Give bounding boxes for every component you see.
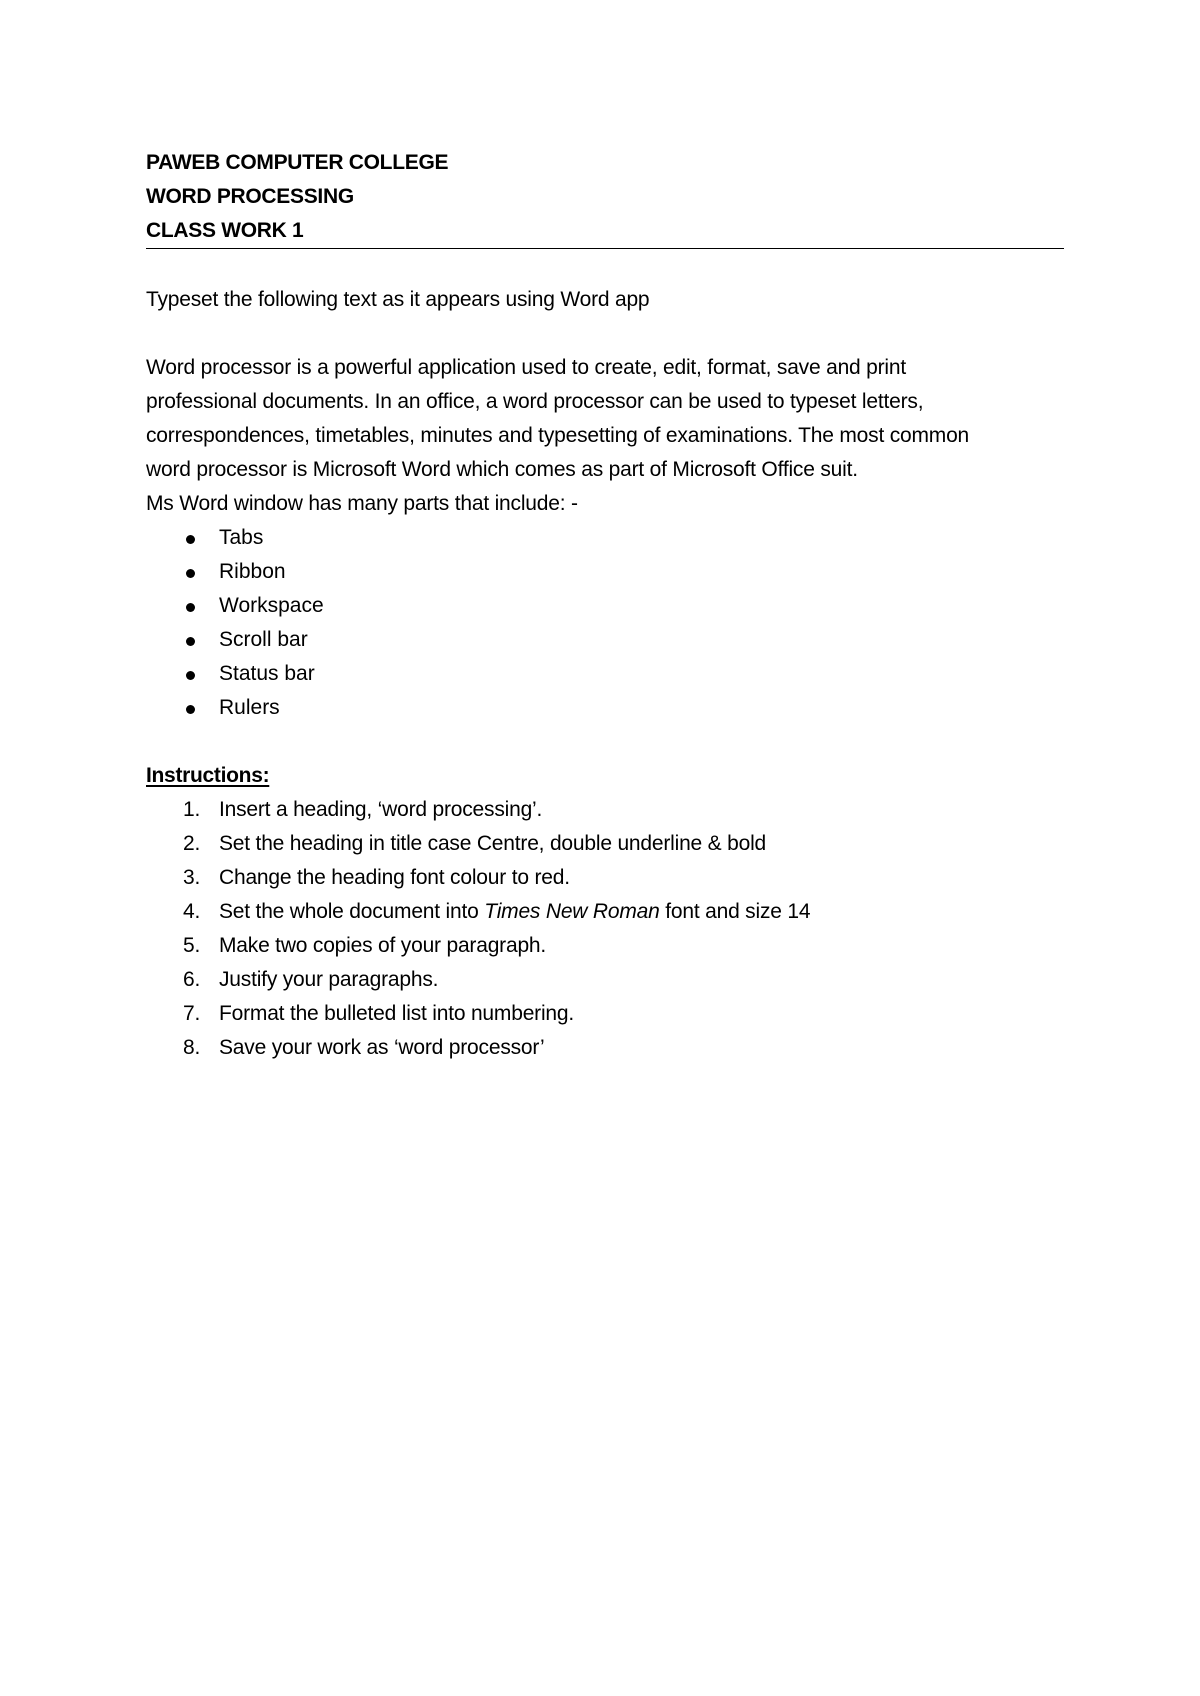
- instruction-item: [146, 963, 1064, 997]
- step-text: Justify your paragraphs.: [219, 968, 439, 991]
- step-number: 4.: [183, 900, 201, 923]
- step-text-before: Set the whole document into: [219, 900, 485, 923]
- list-item: [146, 521, 1064, 555]
- step-text: Save your work as ‘word processor’: [219, 1036, 545, 1059]
- step-text: Make two copies of your paragraph.: [219, 934, 547, 957]
- instruction-item: [146, 1031, 1064, 1065]
- instructions-heading: [146, 759, 1064, 793]
- instruction-item: [146, 861, 1064, 895]
- instruction-item: [146, 827, 1064, 861]
- bullet-icon: [186, 705, 195, 714]
- list-item: [146, 691, 1064, 725]
- spacer: [146, 317, 1064, 351]
- spacer: [146, 249, 1064, 283]
- list-item-text: Rulers: [219, 696, 280, 719]
- step-number: 3.: [183, 866, 201, 889]
- list-item-text: Scroll bar: [219, 628, 308, 651]
- bullet-icon: [186, 637, 195, 646]
- step-text: Format the bulleted list into numbering.: [219, 1002, 575, 1025]
- step-text: Change the heading font colour to red.: [219, 866, 570, 889]
- step-text-after: font and size 14: [659, 900, 811, 923]
- spacer: [146, 725, 1064, 759]
- paragraph-line: professional documents. In an office, a word processor can be used to typeset letters,: [146, 390, 924, 413]
- paragraph-line: Word processor is a powerful application used to create, edit, format, save and print: [146, 356, 907, 379]
- classwork-title: CLASS WORK 1: [146, 219, 304, 242]
- document-header: [146, 146, 1064, 249]
- instruction-item: [146, 895, 1064, 929]
- instruction-item: [146, 997, 1064, 1031]
- step-text: Insert a heading, ‘word processing’.: [219, 798, 543, 821]
- step-number: 5.: [183, 934, 201, 957]
- step-number: 6.: [183, 968, 201, 991]
- college-name: PAWEB COMPUTER COLLEGE: [146, 151, 449, 174]
- body-paragraph: [146, 351, 1064, 521]
- paragraph-line: word processor is Microsoft Word which comes as part of Microsoft Office suit.: [146, 458, 858, 481]
- instruction-item: [146, 793, 1064, 827]
- step-text-italic: Times New Roman: [484, 900, 660, 923]
- list-item-text: Workspace: [219, 594, 324, 617]
- paragraph-line: correspondences, timetables, minutes and typesetting of examinations. The most common: [146, 424, 970, 447]
- instructions-list: [146, 793, 1064, 1065]
- step-number: 7.: [183, 1002, 201, 1025]
- list-item-text: Tabs: [219, 526, 264, 549]
- bullet-icon: [186, 569, 195, 578]
- list-item: [146, 657, 1064, 691]
- subject-title: WORD PROCESSING: [146, 185, 354, 208]
- task-prompt: Typeset the following text as it appears using Word app: [146, 288, 650, 311]
- paragraph-line: Ms Word window has many parts that include: -: [146, 492, 578, 515]
- bullet-icon: [186, 603, 195, 612]
- instructions-title: Instructions:: [146, 764, 270, 787]
- parts-bullet-list: [146, 521, 1064, 725]
- list-item: [146, 555, 1064, 589]
- list-item: [146, 623, 1064, 657]
- bullet-icon: [186, 535, 195, 544]
- list-item: [146, 589, 1064, 623]
- step-number: 8.: [183, 1036, 201, 1059]
- list-item-text: Status bar: [219, 662, 315, 685]
- instruction-item: [146, 929, 1064, 963]
- document-page: [146, 146, 1064, 1065]
- list-item-text: Ribbon: [219, 560, 286, 583]
- step-number: 2.: [183, 832, 201, 855]
- step-number: 1.: [183, 798, 201, 821]
- bullet-icon: [186, 671, 195, 680]
- step-text: Set the heading in title case Centre, double underline & bold: [219, 832, 767, 855]
